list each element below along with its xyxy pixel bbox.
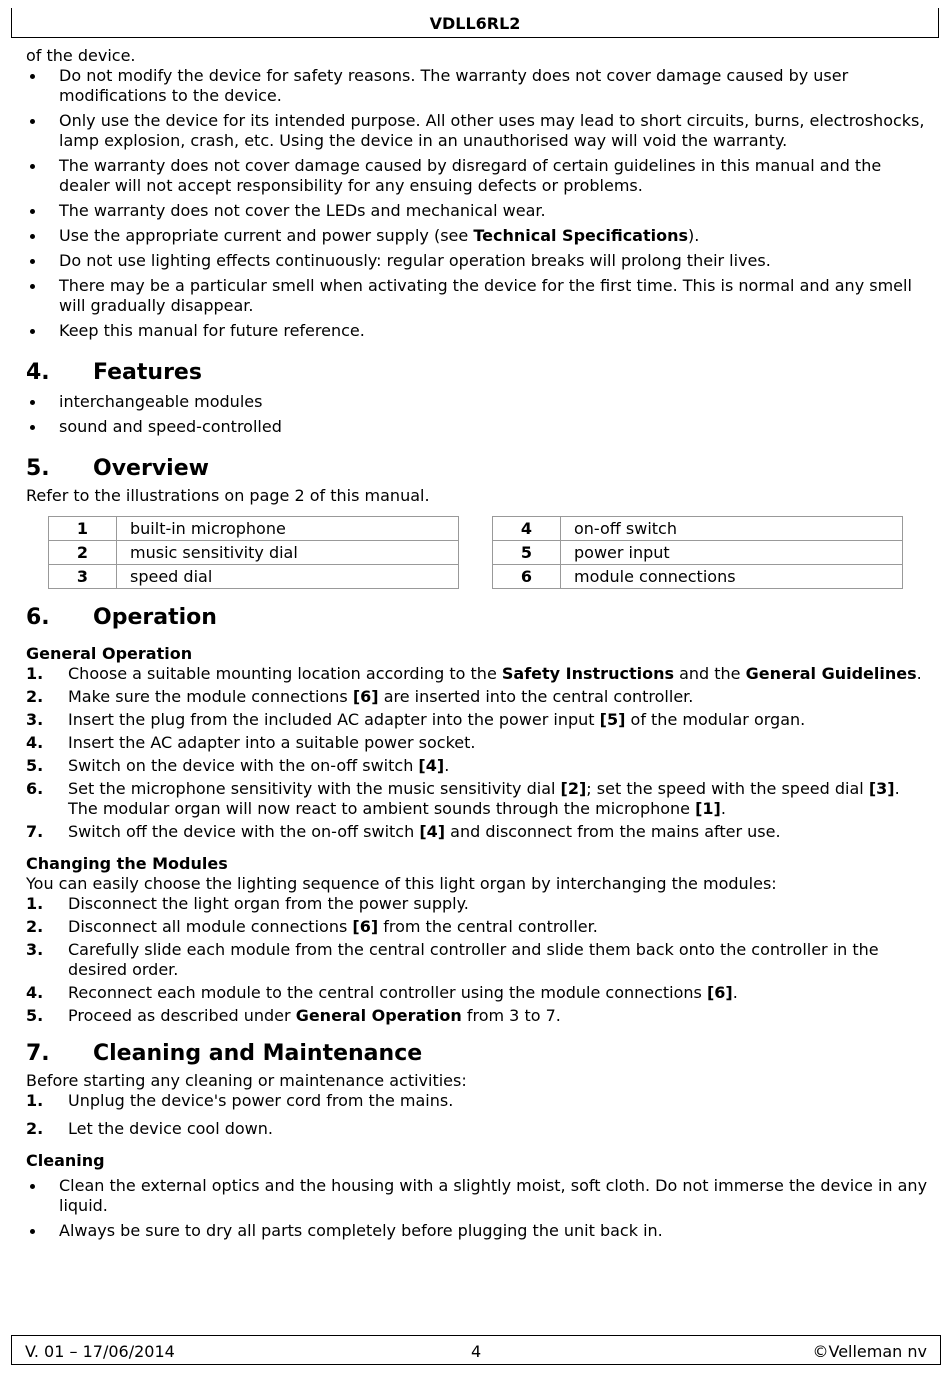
step-number: 1. (26, 1091, 44, 1110)
overview-tables (26, 506, 930, 604)
step-text: and disconnect from the mains after use. (445, 822, 781, 841)
section-heading-features (26, 359, 930, 387)
list-item (26, 664, 930, 684)
list-item: Always be sure to dry all parts completely before plugging the unit back in. (26, 1221, 930, 1241)
list-item: Do not use lighting effects continuously: regular operation breaks will prolong their lives. (26, 251, 930, 271)
section-number: 4. (26, 360, 50, 385)
step-bold: [3] (868, 779, 895, 798)
list-item: Clean the external optics and the housing with a slightly moist, soft cloth. Do not immerse the device in any liquid. (26, 1176, 930, 1216)
section-title: Features (93, 360, 202, 385)
step-number: 5. (26, 756, 44, 775)
list-item: Keep this manual for future reference. (26, 321, 930, 341)
step-text: of the modular organ. (625, 710, 806, 729)
modules-steps (26, 894, 930, 1026)
step-text: from 3 to 7. (461, 1006, 561, 1025)
list-item (26, 822, 930, 842)
step-bold: General Operation (295, 1006, 462, 1025)
step-text: Set the microphone sensitivity with the music sensitivity dial (68, 779, 561, 798)
list-item: There may be a particular smell when activating the device for the first time. This is normal and any smell will gradually disappear. (26, 276, 930, 316)
features-list (26, 392, 930, 437)
table-cell-key: 4 (493, 517, 561, 541)
list-item (26, 983, 930, 1003)
footer (11, 1335, 941, 1365)
step-bold: General Guidelines (745, 664, 917, 683)
modules-text: You can easily choose the lighting sequence of this light organ by interchanging the modules: (26, 874, 777, 893)
step-text: Switch on the device with the on-off switch (68, 756, 419, 775)
step-number: 2. (26, 1119, 44, 1138)
list-item (26, 1006, 930, 1026)
table-cell-key: 1 (49, 517, 117, 541)
cleaning-text: Before starting any cleaning or maintenance activities: (26, 1071, 467, 1090)
step-bold: [2] (560, 779, 587, 798)
step-text: . The modular organ will now react to ambient sounds through the microphone (68, 779, 900, 818)
table-row (49, 541, 459, 565)
step-text: . (732, 983, 738, 1002)
step-text: Choose a suitable mounting location according to the (68, 664, 502, 683)
section-heading-cleaning (26, 1040, 930, 1068)
step-text: are inserted into the central controller. (378, 687, 694, 706)
step-number: 3. (26, 710, 44, 729)
step-text: . (444, 756, 450, 775)
step-text: Unplug the device's power cord from the mains. (68, 1091, 454, 1110)
step-text: Carefully slide each module from the central controller and slide them back onto the controller in the desired order. (68, 940, 879, 979)
section-title: Overview (93, 456, 209, 481)
safety-list (26, 66, 930, 341)
list-item-text: Use the appropriate current and power supply (see (59, 226, 474, 245)
list-item (26, 1091, 930, 1111)
step-text: Proceed as described under (68, 1006, 296, 1025)
step-number: 4. (26, 733, 44, 752)
list-item: The warranty does not cover the LEDs and mechanical wear. (26, 201, 930, 221)
subheading-general-operation: General Operation (26, 644, 193, 663)
list-item (26, 226, 930, 246)
step-bold: [6] (352, 687, 379, 706)
step-bold: Safety Instructions (501, 664, 674, 683)
table-cell-value: on-off switch (561, 517, 903, 541)
step-text: Reconnect each module to the central controller using the module connections (68, 983, 707, 1002)
overview-text: Refer to the illustrations on page 2 of this manual. (26, 486, 430, 505)
table-row (493, 517, 903, 541)
footer-copyright: ©Velleman nv (812, 1342, 927, 1361)
table-cell-value: built-in microphone (117, 517, 459, 541)
step-text: Let the device cool down. (68, 1119, 273, 1138)
overview-table-left (48, 516, 459, 589)
list-item: interchangeable modules (26, 392, 930, 412)
step-number: 1. (26, 664, 44, 683)
section-heading-overview (26, 455, 930, 483)
list-item (26, 756, 930, 776)
step-number: 5. (26, 1006, 44, 1025)
step-number: 2. (26, 687, 44, 706)
general-operation-steps (26, 664, 930, 842)
table-row (49, 565, 459, 589)
step-number: 6. (26, 779, 44, 798)
footer-version: V. 01 – 17/06/2014 (25, 1342, 175, 1361)
section-title: Cleaning and Maintenance (93, 1041, 423, 1066)
list-item-bold: Technical Specifications (473, 226, 689, 245)
section-heading-operation (26, 604, 930, 632)
section-title: Operation (93, 605, 217, 630)
list-item (26, 917, 930, 937)
cleaning-list (26, 1176, 930, 1241)
table-cell-value: speed dial (117, 565, 459, 589)
table-cell-key: 2 (49, 541, 117, 565)
page-content (26, 46, 930, 1246)
step-bold: [4] (419, 822, 446, 841)
section-number: 5. (26, 456, 50, 481)
table-cell-value: power input (561, 541, 903, 565)
table-row (493, 541, 903, 565)
list-item (26, 710, 930, 730)
step-bold: [6] (706, 983, 733, 1002)
step-bold: [4] (418, 756, 445, 775)
section-number: 6. (26, 605, 50, 630)
footer-page-number: 4 (471, 1342, 482, 1361)
step-text: Insert the plug from the included AC adapter into the power input (68, 710, 600, 729)
step-bold: [5] (599, 710, 626, 729)
table-row (49, 517, 459, 541)
step-text: Insert the AC adapter into a suitable power socket. (68, 733, 476, 752)
list-item: Only use the device for its intended purpose. All other uses may lead to short circuits, burns, electroshocks, lamp explosion, crash, etc. Using the device in an unauthorised way will void the warranty. (26, 111, 930, 151)
step-text: Disconnect all module connections (68, 917, 353, 936)
step-text: Disconnect the light organ from the power supply. (68, 894, 469, 913)
table-cell-key: 6 (493, 565, 561, 589)
step-number: 7. (26, 822, 44, 841)
overview-table-right (492, 516, 903, 589)
step-number: 1. (26, 894, 44, 913)
table-row (493, 565, 903, 589)
list-item (26, 1119, 930, 1139)
list-item (26, 779, 930, 819)
document-title: VDLL6RL2 (429, 14, 521, 33)
cleaning-steps (26, 1091, 930, 1139)
step-text: ; set the speed with the speed dial (586, 779, 869, 798)
step-text: Make sure the module connections (68, 687, 353, 706)
step-number: 3. (26, 940, 44, 959)
section-number: 7. (26, 1041, 50, 1066)
list-item-text: ). (688, 226, 700, 245)
table-cell-value: module connections (561, 565, 903, 589)
list-item (26, 940, 930, 980)
step-text: and the (673, 664, 746, 683)
step-text: . (720, 799, 726, 818)
list-item (26, 687, 930, 707)
table-cell-key: 5 (493, 541, 561, 565)
list-item: Do not modify the device for safety reasons. The warranty does not cover damage caused by user modifications to the device. (26, 66, 930, 106)
step-bold: [1] (695, 799, 721, 818)
step-bold: [6] (352, 917, 379, 936)
continuation-text: of the device. (26, 46, 136, 65)
list-item (26, 894, 930, 914)
list-item (26, 733, 930, 753)
list-item: The warranty does not cover damage caused by disregard of certain guidelines in this manual and the dealer will not accept responsibility for any ensuing defects or problems. (26, 156, 930, 196)
step-text: . (916, 664, 922, 683)
table-cell-key: 3 (49, 565, 117, 589)
table-cell-value: music sensitivity dial (117, 541, 459, 565)
list-item: sound and speed-controlled (26, 417, 930, 437)
step-number: 4. (26, 983, 44, 1002)
step-text: from the central controller. (378, 917, 598, 936)
subheading-changing-modules: Changing the Modules (26, 854, 228, 873)
step-text: Switch off the device with the on-off switch (68, 822, 420, 841)
subheading-cleaning: Cleaning (26, 1151, 105, 1170)
step-number: 2. (26, 917, 44, 936)
